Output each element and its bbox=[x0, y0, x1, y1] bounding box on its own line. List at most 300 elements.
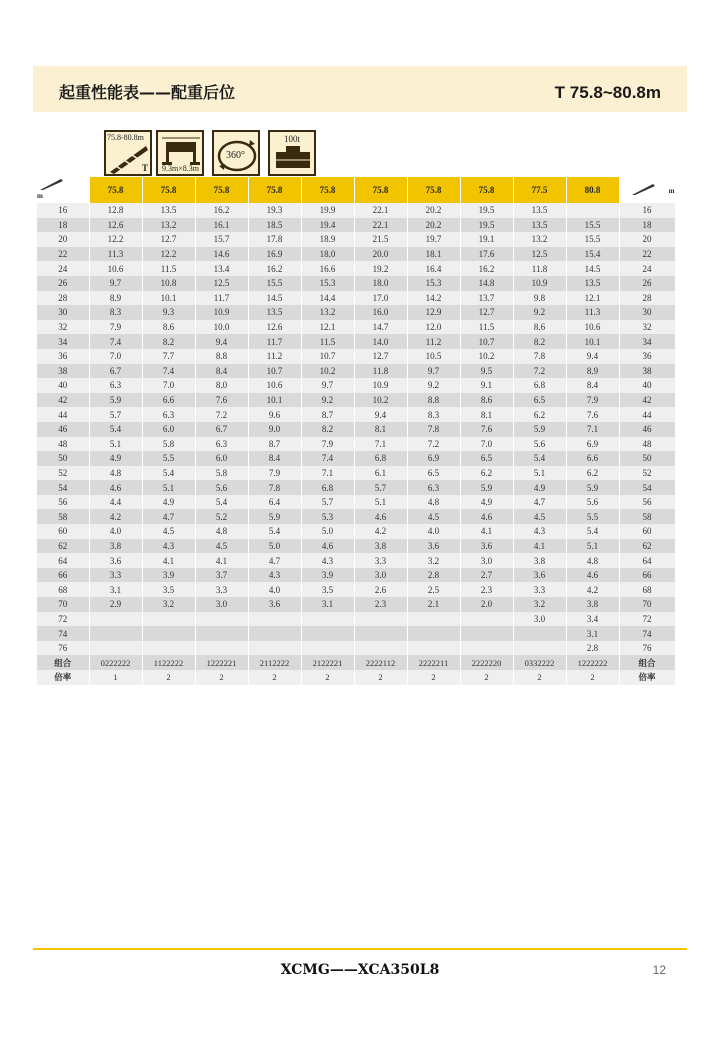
capacity-cell: 3.2 bbox=[513, 597, 566, 612]
radius-cell: 18 bbox=[37, 218, 89, 233]
capacity-cell: 10.7 bbox=[460, 334, 513, 349]
boom-range-label: T 75.8~80.8m bbox=[554, 83, 661, 102]
capacity-cell: 4.1 bbox=[513, 539, 566, 554]
capacity-cell: 5.8 bbox=[142, 437, 195, 452]
boom-length-icon bbox=[104, 130, 152, 176]
boom-length-cell: 75.8 bbox=[248, 177, 301, 203]
capacity-cell: 10.2 bbox=[460, 349, 513, 364]
page-number: 12 bbox=[652, 963, 666, 977]
capacity-cell: 8.2 bbox=[142, 334, 195, 349]
boom-length-cell: 77.5 bbox=[513, 177, 566, 203]
table-row bbox=[37, 641, 675, 656]
capacity-cell: 6.3 bbox=[142, 407, 195, 422]
capacity-cell bbox=[89, 612, 142, 627]
capacity-cell: 3.8 bbox=[513, 553, 566, 568]
radius-cell: 40 bbox=[37, 378, 89, 393]
capacity-cell: 4.5 bbox=[195, 539, 248, 554]
capacity-cell: 22.1 bbox=[354, 203, 407, 218]
capacity-cell: 4.8 bbox=[566, 553, 619, 568]
capacity-cell bbox=[248, 612, 301, 627]
radius-cell: 54 bbox=[37, 480, 89, 495]
capacity-cell: 4.3 bbox=[301, 553, 354, 568]
radius-cell-right: 40 bbox=[619, 378, 675, 393]
capacity-cell: 10.9 bbox=[513, 276, 566, 291]
radius-cell: 36 bbox=[37, 349, 89, 364]
capacity-cell: 2.9 bbox=[89, 597, 142, 612]
capacity-cell: 12.7 bbox=[354, 349, 407, 364]
capacity-cell bbox=[407, 612, 460, 627]
capacity-cell: 11.2 bbox=[248, 349, 301, 364]
capacity-cell: 2.8 bbox=[407, 568, 460, 583]
capacity-cell: 3.2 bbox=[142, 597, 195, 612]
capacity-cell: 3.6 bbox=[248, 597, 301, 612]
table-row bbox=[37, 334, 675, 349]
boom-length-label: 75.8-80.8m bbox=[107, 133, 144, 142]
capacity-cell: 8.6 bbox=[460, 393, 513, 408]
ratio-cell: 2 bbox=[195, 670, 248, 685]
capacity-cell: 16.2 bbox=[460, 261, 513, 276]
capacity-cell: 4.1 bbox=[142, 553, 195, 568]
radius-cell: 50 bbox=[37, 451, 89, 466]
radius-cell: 24 bbox=[37, 261, 89, 276]
capacity-cell: 10.6 bbox=[566, 320, 619, 335]
counterweight-label: 100t bbox=[284, 134, 301, 144]
capacity-cell bbox=[513, 626, 566, 641]
crane-boom-icon bbox=[629, 182, 669, 196]
capacity-cell: 19.3 bbox=[248, 203, 301, 218]
capacity-cell: 6.0 bbox=[195, 451, 248, 466]
capacity-cell: 5.1 bbox=[354, 495, 407, 510]
capacity-cell: 8.4 bbox=[248, 451, 301, 466]
capacity-cell: 13.4 bbox=[195, 261, 248, 276]
capacity-cell: 9.1 bbox=[460, 378, 513, 393]
capacity-cell: 2.3 bbox=[460, 582, 513, 597]
table-row bbox=[37, 553, 675, 568]
capacity-cell: 3.2 bbox=[407, 553, 460, 568]
capacity-cell: 3.3 bbox=[195, 582, 248, 597]
capacity-cell: 8.4 bbox=[566, 378, 619, 393]
capacity-cell: 4.6 bbox=[89, 480, 142, 495]
capacity-cell: 14.2 bbox=[407, 291, 460, 306]
table-row bbox=[37, 364, 675, 379]
capacity-cell: 6.7 bbox=[89, 364, 142, 379]
capacity-cell bbox=[89, 641, 142, 656]
capacity-cell: 4.7 bbox=[142, 509, 195, 524]
capacity-cell: 3.9 bbox=[142, 568, 195, 583]
ratio-cell: 2 bbox=[142, 670, 195, 685]
radius-cell-right: 70 bbox=[619, 597, 675, 612]
capacity-cell: 8.2 bbox=[301, 422, 354, 437]
radius-cell-right: 28 bbox=[619, 291, 675, 306]
radius-cell-right: 30 bbox=[619, 305, 675, 320]
capacity-cell bbox=[407, 641, 460, 656]
radius-cell: 52 bbox=[37, 466, 89, 481]
radius-cell: 66 bbox=[37, 568, 89, 583]
capacity-cell: 9.2 bbox=[407, 378, 460, 393]
table-row bbox=[37, 218, 675, 233]
capacity-cell: 4.3 bbox=[248, 568, 301, 583]
table-row bbox=[37, 466, 675, 481]
capacity-cell: 3.6 bbox=[513, 568, 566, 583]
capacity-cell: 8.9 bbox=[89, 291, 142, 306]
capacity-cell: 7.1 bbox=[566, 422, 619, 437]
capacity-cell: 4.2 bbox=[566, 582, 619, 597]
capacity-cell: 4.7 bbox=[248, 553, 301, 568]
capacity-cell: 10.6 bbox=[89, 261, 142, 276]
capacity-cell: 13.5 bbox=[248, 305, 301, 320]
capacity-cell: 5.6 bbox=[513, 437, 566, 452]
capacity-cell: 9.7 bbox=[89, 276, 142, 291]
capacity-cell: 6.0 bbox=[142, 422, 195, 437]
capacity-cell bbox=[566, 203, 619, 218]
capacity-cell: 5.6 bbox=[195, 480, 248, 495]
capacity-cell: 9.4 bbox=[195, 334, 248, 349]
capacity-cell: 5.1 bbox=[142, 480, 195, 495]
capacity-cell: 16.1 bbox=[195, 218, 248, 233]
capacity-cell: 2.6 bbox=[354, 582, 407, 597]
table-row bbox=[37, 480, 675, 495]
capacity-cell: 16.4 bbox=[407, 261, 460, 276]
radius-cell: 58 bbox=[37, 509, 89, 524]
capacity-cell: 5.4 bbox=[89, 422, 142, 437]
capacity-cell: 4.3 bbox=[142, 539, 195, 554]
capacity-cell: 11.5 bbox=[142, 261, 195, 276]
capacity-cell: 6.9 bbox=[407, 451, 460, 466]
capacity-cell: 14.7 bbox=[354, 320, 407, 335]
capacity-cell: 5.1 bbox=[566, 539, 619, 554]
capacity-cell: 3.1 bbox=[301, 597, 354, 612]
capacity-cell: 19.9 bbox=[301, 203, 354, 218]
radius-cell-right: 34 bbox=[619, 334, 675, 349]
capacity-cell: 17.0 bbox=[354, 291, 407, 306]
capacity-cell: 10.8 bbox=[142, 276, 195, 291]
capacity-cell: 7.6 bbox=[460, 422, 513, 437]
table-row bbox=[37, 568, 675, 583]
capacity-cell bbox=[142, 641, 195, 656]
capacity-cell: 10.1 bbox=[566, 334, 619, 349]
radius-unit: m bbox=[37, 192, 43, 200]
capacity-cell: 4.8 bbox=[407, 495, 460, 510]
boom-length-cell: 80.8 bbox=[566, 177, 619, 203]
capacity-cell: 3.6 bbox=[407, 539, 460, 554]
capacity-cell: 3.0 bbox=[460, 553, 513, 568]
capacity-cell: 18.0 bbox=[301, 247, 354, 262]
ratio-cell: 2 bbox=[513, 670, 566, 685]
slew-360-icon bbox=[212, 130, 260, 176]
capacity-cell: 15.7 bbox=[195, 232, 248, 247]
capacity-cell: 6.8 bbox=[301, 480, 354, 495]
capacity-cell: 7.1 bbox=[354, 437, 407, 452]
capacity-cell: 8.9 bbox=[566, 364, 619, 379]
capacity-cell: 15.5 bbox=[566, 218, 619, 233]
combination-cell: 2222112 bbox=[354, 655, 407, 670]
capacity-cell: 9.2 bbox=[513, 305, 566, 320]
capacity-cell bbox=[301, 626, 354, 641]
radius-header-icon-right bbox=[619, 177, 675, 203]
radius-cell: 56 bbox=[37, 495, 89, 510]
radius-cell-right: 46 bbox=[619, 422, 675, 437]
capacity-cell: 13.2 bbox=[142, 218, 195, 233]
combination-cell: 1122222 bbox=[142, 655, 195, 670]
capacity-cell: 17.6 bbox=[460, 247, 513, 262]
table-row bbox=[37, 393, 675, 408]
ratio-label-right: 倍率 bbox=[619, 670, 675, 685]
capacity-cell: 7.6 bbox=[566, 407, 619, 422]
capacity-cell: 6.3 bbox=[195, 437, 248, 452]
radius-cell-right: 44 bbox=[619, 407, 675, 422]
capacity-cell: 7.2 bbox=[195, 407, 248, 422]
capacity-cell: 12.9 bbox=[407, 305, 460, 320]
radius-unit: m bbox=[668, 187, 675, 195]
capacity-cell: 3.7 bbox=[195, 568, 248, 583]
crane-boom-icon bbox=[37, 177, 87, 191]
radius-cell-right: 48 bbox=[619, 437, 675, 452]
capacity-cell bbox=[195, 641, 248, 656]
combination-cell: 0222222 bbox=[89, 655, 142, 670]
capacity-cell: 6.8 bbox=[354, 451, 407, 466]
ratio-row bbox=[37, 670, 675, 685]
capacity-cell: 13.2 bbox=[301, 305, 354, 320]
table-row bbox=[37, 597, 675, 612]
table-row bbox=[37, 349, 675, 364]
capacity-cell: 14.0 bbox=[354, 334, 407, 349]
combination-cell: 2122221 bbox=[301, 655, 354, 670]
capacity-cell: 6.5 bbox=[460, 451, 513, 466]
capacity-cell: 4.3 bbox=[513, 524, 566, 539]
capacity-cell: 11.3 bbox=[89, 247, 142, 262]
capacity-cell: 6.4 bbox=[248, 495, 301, 510]
radius-cell-right: 76 bbox=[619, 641, 675, 656]
capacity-cell bbox=[301, 612, 354, 627]
capacity-cell bbox=[354, 612, 407, 627]
capacity-cell: 5.0 bbox=[301, 524, 354, 539]
capacity-cell: 7.0 bbox=[460, 437, 513, 452]
combination-cell: 1222221 bbox=[195, 655, 248, 670]
capacity-cell: 7.8 bbox=[248, 480, 301, 495]
capacity-cell: 15.3 bbox=[407, 276, 460, 291]
radius-cell: 64 bbox=[37, 553, 89, 568]
radius-cell: 76 bbox=[37, 641, 89, 656]
capacity-cell: 16.9 bbox=[248, 247, 301, 262]
capacity-cell: 4.0 bbox=[407, 524, 460, 539]
capacity-cell: 9.0 bbox=[248, 422, 301, 437]
capacity-cell: 14.4 bbox=[301, 291, 354, 306]
capacity-cell: 4.9 bbox=[460, 495, 513, 510]
capacity-cell: 2.1 bbox=[407, 597, 460, 612]
radius-cell-right: 62 bbox=[619, 539, 675, 554]
capacity-cell: 13.5 bbox=[513, 218, 566, 233]
capacity-cell: 3.5 bbox=[142, 582, 195, 597]
capacity-cell: 12.5 bbox=[195, 276, 248, 291]
capacity-cell: 8.1 bbox=[460, 407, 513, 422]
capacity-cell: 11.3 bbox=[566, 305, 619, 320]
capacity-cell: 19.7 bbox=[407, 232, 460, 247]
combination-row bbox=[37, 655, 675, 670]
capacity-cell: 6.7 bbox=[195, 422, 248, 437]
capacity-cell: 5.9 bbox=[89, 393, 142, 408]
radius-cell: 30 bbox=[37, 305, 89, 320]
radius-cell-right: 24 bbox=[619, 261, 675, 276]
capacity-cell: 8.8 bbox=[195, 349, 248, 364]
radius-cell-right: 60 bbox=[619, 524, 675, 539]
capacity-cell: 15.4 bbox=[566, 247, 619, 262]
capacity-cell: 8.2 bbox=[513, 334, 566, 349]
radius-cell-right: 72 bbox=[619, 612, 675, 627]
radius-cell: 60 bbox=[37, 524, 89, 539]
capacity-cell: 4.6 bbox=[460, 509, 513, 524]
capacity-cell: 5.9 bbox=[460, 480, 513, 495]
radius-cell-right: 20 bbox=[619, 232, 675, 247]
capacity-cell bbox=[195, 612, 248, 627]
capacity-cell: 6.8 bbox=[513, 378, 566, 393]
boom-length-cell: 75.8 bbox=[142, 177, 195, 203]
load-chart-table bbox=[37, 177, 676, 685]
capacity-cell: 7.0 bbox=[89, 349, 142, 364]
capacity-cell: 5.9 bbox=[248, 509, 301, 524]
capacity-cell: 3.0 bbox=[513, 612, 566, 627]
capacity-cell: 9.2 bbox=[301, 393, 354, 408]
capacity-cell: 4.9 bbox=[89, 451, 142, 466]
capacity-cell bbox=[248, 626, 301, 641]
capacity-cell: 3.4 bbox=[566, 612, 619, 627]
radius-cell: 72 bbox=[37, 612, 89, 627]
radius-cell-right: 66 bbox=[619, 568, 675, 583]
table-row bbox=[37, 407, 675, 422]
capacity-cell: 21.5 bbox=[354, 232, 407, 247]
table-row bbox=[37, 378, 675, 393]
capacity-cell: 3.6 bbox=[89, 553, 142, 568]
capacity-cell: 9.5 bbox=[460, 364, 513, 379]
capacity-cell: 9.6 bbox=[248, 407, 301, 422]
capacity-cell: 8.0 bbox=[195, 378, 248, 393]
outrigger-icon bbox=[156, 130, 204, 176]
capacity-cell: 20.2 bbox=[407, 203, 460, 218]
capacity-cell: 16.2 bbox=[195, 203, 248, 218]
header-band bbox=[33, 66, 687, 112]
capacity-cell: 5.0 bbox=[248, 539, 301, 554]
radius-cell-right: 36 bbox=[619, 349, 675, 364]
capacity-cell: 13.5 bbox=[566, 276, 619, 291]
capacity-cell: 6.9 bbox=[566, 437, 619, 452]
capacity-cell bbox=[513, 641, 566, 656]
radius-cell-right: 42 bbox=[619, 393, 675, 408]
capacity-cell: 5.7 bbox=[301, 495, 354, 510]
capacity-cell: 6.2 bbox=[566, 466, 619, 481]
capacity-cell: 7.7 bbox=[142, 349, 195, 364]
capacity-cell: 4.1 bbox=[460, 524, 513, 539]
capacity-cell bbox=[407, 626, 460, 641]
capacity-cell: 5.9 bbox=[513, 422, 566, 437]
capacity-cell: 8.1 bbox=[354, 422, 407, 437]
capacity-cell: 15.5 bbox=[248, 276, 301, 291]
table-row bbox=[37, 305, 675, 320]
table-row bbox=[37, 524, 675, 539]
capacity-cell: 11.8 bbox=[354, 364, 407, 379]
capacity-cell: 12.1 bbox=[566, 291, 619, 306]
boom-length-cell: 75.8 bbox=[195, 177, 248, 203]
capacity-cell: 13.5 bbox=[513, 203, 566, 218]
ratio-cell: 2 bbox=[248, 670, 301, 685]
capacity-cell: 8.6 bbox=[142, 320, 195, 335]
capacity-cell: 14.8 bbox=[460, 276, 513, 291]
combination-cell: 2222211 bbox=[407, 655, 460, 670]
radius-cell-right: 38 bbox=[619, 364, 675, 379]
table-row bbox=[37, 422, 675, 437]
capacity-cell: 10.0 bbox=[195, 320, 248, 335]
table-row bbox=[37, 291, 675, 306]
table-row bbox=[37, 437, 675, 452]
capacity-cell: 18.0 bbox=[354, 276, 407, 291]
capacity-cell: 18.1 bbox=[407, 247, 460, 262]
capacity-cell: 2.0 bbox=[460, 597, 513, 612]
capacity-cell: 8.3 bbox=[89, 305, 142, 320]
capacity-cell: 7.2 bbox=[513, 364, 566, 379]
capacity-cell: 6.5 bbox=[407, 466, 460, 481]
table-row bbox=[37, 626, 675, 641]
capacity-cell: 7.4 bbox=[89, 334, 142, 349]
capacity-cell: 11.7 bbox=[195, 291, 248, 306]
capacity-cell: 3.3 bbox=[513, 582, 566, 597]
capacity-cell: 14.6 bbox=[195, 247, 248, 262]
capacity-cell: 10.9 bbox=[195, 305, 248, 320]
radius-cell: 32 bbox=[37, 320, 89, 335]
radius-cell-right: 16 bbox=[619, 203, 675, 218]
capacity-cell: 7.9 bbox=[248, 466, 301, 481]
table-row bbox=[37, 509, 675, 524]
combination-label: 组合 bbox=[37, 655, 89, 670]
boom-length-cell: 75.8 bbox=[354, 177, 407, 203]
capacity-cell bbox=[89, 626, 142, 641]
capacity-cell: 22.1 bbox=[354, 218, 407, 233]
capacity-cell: 8.7 bbox=[301, 407, 354, 422]
radius-cell-right: 64 bbox=[619, 553, 675, 568]
capacity-cell: 3.8 bbox=[354, 539, 407, 554]
capacity-cell: 11.7 bbox=[248, 334, 301, 349]
capacity-cell: 7.9 bbox=[301, 437, 354, 452]
footer-divider bbox=[33, 948, 687, 950]
counterweight-icon bbox=[268, 130, 316, 176]
capacity-cell: 18.9 bbox=[301, 232, 354, 247]
capacity-cell: 5.4 bbox=[248, 524, 301, 539]
capacity-cell bbox=[142, 612, 195, 627]
capacity-cell bbox=[301, 641, 354, 656]
capacity-cell: 2.5 bbox=[407, 582, 460, 597]
radius-cell: 48 bbox=[37, 437, 89, 452]
capacity-cell: 4.2 bbox=[89, 509, 142, 524]
capacity-cell: 19.4 bbox=[301, 218, 354, 233]
capacity-cell: 3.0 bbox=[195, 597, 248, 612]
capacity-cell: 7.9 bbox=[89, 320, 142, 335]
capacity-cell bbox=[354, 626, 407, 641]
capacity-cell: 12.7 bbox=[142, 232, 195, 247]
capacity-cell bbox=[248, 641, 301, 656]
capacity-cell: 10.9 bbox=[354, 378, 407, 393]
capacity-cell: 4.6 bbox=[301, 539, 354, 554]
radius-cell-right: 22 bbox=[619, 247, 675, 262]
boom-length-row bbox=[37, 177, 675, 203]
capacity-cell: 4.0 bbox=[248, 582, 301, 597]
boom-letter: T bbox=[141, 163, 148, 173]
capacity-cell: 12.6 bbox=[248, 320, 301, 335]
slew-label: 360° bbox=[226, 150, 245, 161]
capacity-cell: 10.2 bbox=[354, 393, 407, 408]
capacity-cell: 4.1 bbox=[195, 553, 248, 568]
capacity-cell: 19.5 bbox=[460, 203, 513, 218]
ratio-cell: 2 bbox=[407, 670, 460, 685]
radius-cell: 42 bbox=[37, 393, 89, 408]
capacity-cell: 9.3 bbox=[142, 305, 195, 320]
capacity-cell: 8.4 bbox=[195, 364, 248, 379]
